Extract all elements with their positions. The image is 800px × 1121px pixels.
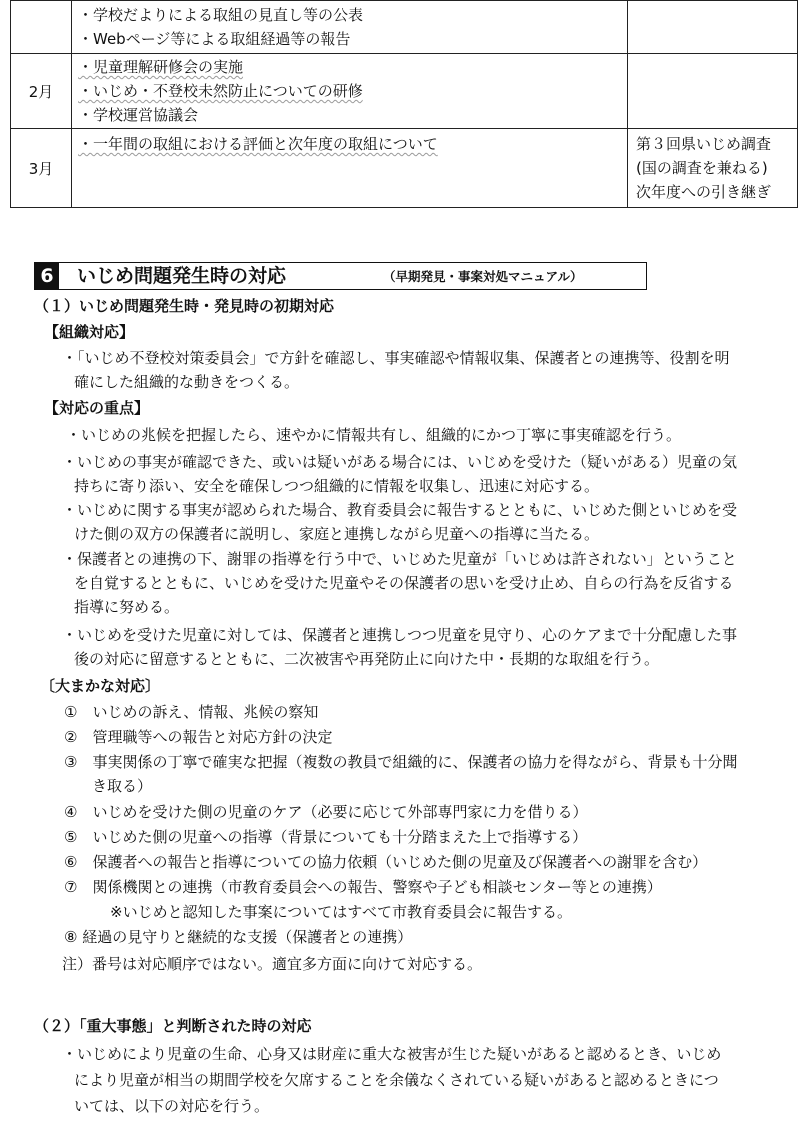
org-heading: 【組織対応】 [44,323,135,341]
note-line: 次年度への引き継ぎ [636,183,772,201]
rough-heading: 〔大まかな対応〕 [40,677,161,695]
list-item: ・学校運営協議会 [78,106,199,124]
note-cell [628,54,798,129]
schedule-table [10,0,798,208]
list-item: ・学校だよりによる取組の見直し等の公表 [78,6,364,24]
paragraph-line: ・「いじめ不登校対策委員会」で方針を確認し、事実確認や情報収集、保護者との連携等、役割を明 [62,349,730,367]
list-item: ⑦ 関係機関との連携（市教育委員会への報告、警察や子ども相談センター等との連携） [64,878,662,896]
subsection-heading: （１）いじめ問題発生時・発見時の初期対応 [34,297,335,315]
list-item: き取る） [92,777,153,795]
paragraph-line: ・保護者との連携の下、謝罪の指導を行う中で、いじめた児童が「いじめは許されない」ということ [62,550,737,568]
paragraph-line: ・いじめを受けた児童に対しては、保護者と連携しつつ児童を見守り、心のケアまで十分配慮した事 [62,626,738,644]
paragraph-line: 後の対応に留意するとともに、二次被害や再発防止に向けた中・長期的な取組を行う。 [74,650,660,668]
paragraph-line: ・いじめの事実が確認できた、或いは疑いがある場合には、いじめを受けた（疑いがある）児童の気 [62,453,738,471]
note-line: ※いじめと認知した事案についてはすべて市教育委員会に報告する。 [110,903,572,921]
paragraph-line: により児童が相当の期間学校を欠席することを余儀なくされている疑いがあると認めるときにつ [74,1071,719,1089]
paragraph-line: けた側の双方の保護者に説明し、家庭と連携しながら児童への指導に当たる。 [74,525,600,543]
table-row [11,129,798,208]
paragraph-line: ・いじめにより児童の生命、心身又は財産に重大な被害が生じた疑いがあると認めるとき、いじめ [62,1045,722,1063]
list-item: ① いじめの訴え、情報、兆候の察知 [64,703,319,721]
month-cell: 3月 [11,129,72,208]
content-cell [72,54,628,129]
note-line: 注）番号は対応順序ではない。適宜多方面に向けて対応する。 [62,955,483,973]
paragraph-line: 指導に努める。 [74,598,180,616]
subsection-heading: （２）「重大事態」と判断された時の対応 [34,1017,312,1035]
table-row [11,1,798,54]
key-heading: 【対応の重点】 [44,399,150,417]
paragraph-line: ・いじめに関する事実が認められた場合、教育委員会に報告するとともに、いじめた側といじめを受 [62,501,738,519]
note-cell [628,1,798,54]
month-cell [11,1,72,54]
list-item: ⑤ いじめた側の児童への指導（背景についても十分踏まえた上で指導する） [64,828,588,846]
paragraph-line: 確にした組織的な動きをつくる。 [74,373,300,391]
list-item: ・一年間の取組における評価と次年度の取組について [78,135,438,153]
paragraph-line: いては、以下の対応を行う。 [74,1097,270,1115]
month-cell: 2月 [11,54,72,129]
table-row [11,54,798,129]
list-item: ⑧ 経過の見守りと継続的な支援（保護者との連携） [64,928,413,946]
list-item: ⑥ 保護者への報告と指導についての協力依頼（いじめた側の児童及び保護者への謝罪を含む） [64,853,708,871]
list-item: ・児童理解研修会の実施 [78,58,244,76]
section-number: 6 [35,263,59,289]
list-item: ・Webページ等による取組経過等の報告 [78,30,351,48]
list-item: ・いじめ・不登校未然防止についての研修 [78,82,363,100]
content-cell [72,1,628,54]
list-item: ④ いじめを受けた側の児童のケア（必要に応じて外部専門家に力を借りる） [64,803,588,821]
note-line: 第３回県いじめ調査 [636,135,772,153]
list-item: ② 管理職等への報告と対応方針の決定 [64,728,333,746]
note-line: (国の調査を兼ねる) [636,159,768,177]
note-cell [628,129,798,208]
section-subtitle: （早期発見・事案対処マニュアル） [383,269,583,284]
paragraph-line: 持ちに寄り添い、安全を確保しつつ組織的に情報を収集し、迅速に対応する。 [74,477,600,495]
list-item: ③ 事実関係の丁寧で確実な把握（複数の教員で組織的に、保護者の協力を得ながら、背景も十分聞 [64,753,738,771]
content-cell [72,129,628,208]
paragraph-line: を自覚するとともに、いじめを受けた児童やその保護者の思いを受け止め、自らの行為を反省する [74,574,734,592]
section-title: いじめ問題発生時の対応 [77,265,287,287]
paragraph-line: ・いじめの兆候を把握したら、速やかに情報共有し、組織的にかつ丁寧に事実確認を行う。 [66,426,682,444]
section-heading [34,262,647,290]
